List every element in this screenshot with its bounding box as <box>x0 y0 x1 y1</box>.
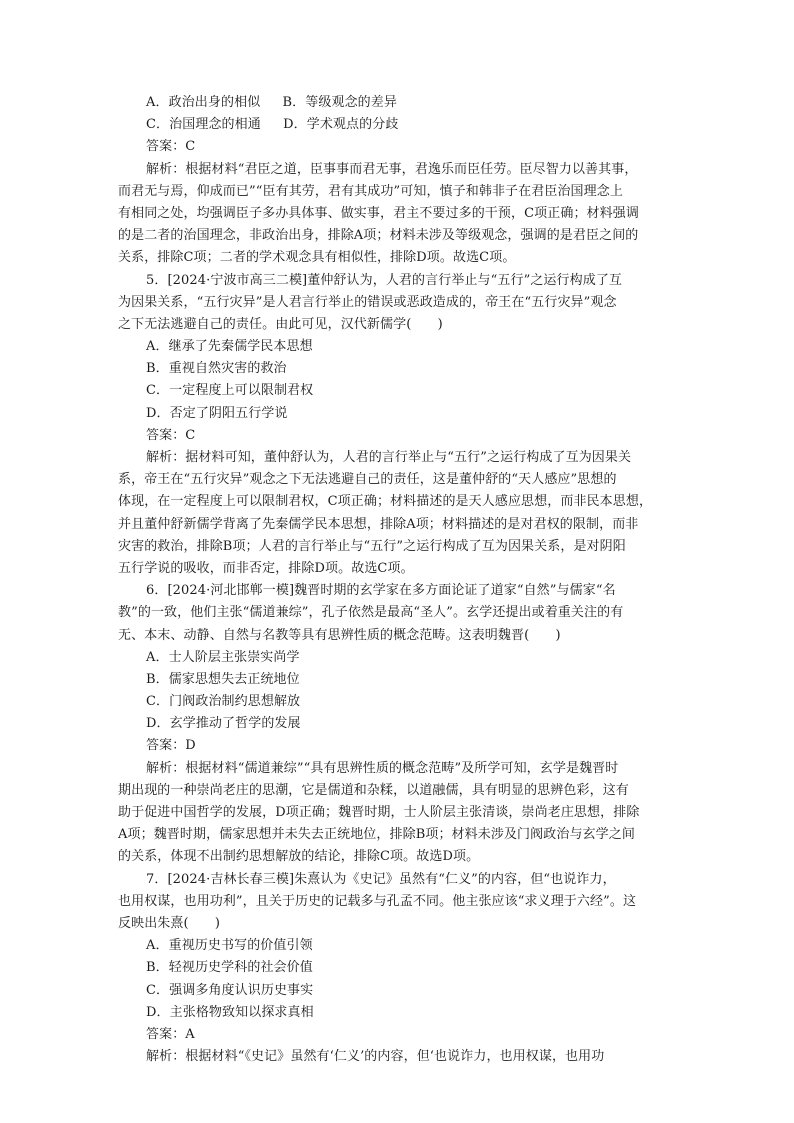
q6-answer: 答案：D <box>146 738 196 754</box>
q4-option-a: A．政治出身的相似 <box>146 95 261 110</box>
q4-options-row-1 <box>118 92 678 114</box>
q5-stem-line: 为因果关系，“五行灾异”是人君言行举止的错误或恶政造成的，帝王在“五行灾异”观念 <box>118 294 617 310</box>
q7-option-c: C．强调多角度认识历史事实 <box>146 982 314 998</box>
q4-option-b: B．等级观念的差异 <box>282 95 397 110</box>
q6-analysis-line: A项；魏晋时期，儒家思想并未失去正统地位，排除B项；材料未涉及门阀政治与玄学之间 <box>118 827 635 843</box>
q5-answer: 答案：C <box>146 427 196 443</box>
q5-analysis-line: 五行学说的吸收，而非否定，排除D项。故选C项。 <box>118 560 414 576</box>
q4-option-d: D．学术观点的分歧 <box>283 117 399 133</box>
q5-option-c: C．一定程度上可以限制君权 <box>146 383 314 399</box>
q4-analysis-line: 的是二者的治国理念，非政治出身，排除A项；材料未涉及等级观念，强调的是君臣之间的 <box>118 228 639 244</box>
q6-analysis-line: 助于促进中国哲学的发展，D项正确；魏晋时期，士人阶层主张清谈，崇尚老庄思想，排除 <box>118 805 640 820</box>
q7-answer: 答案：A <box>146 1026 195 1042</box>
q4-analysis-line: 关系，排除C项；二者的学术观念具有相似性，排除D项。故选C项。 <box>118 250 516 266</box>
q5-analysis-line: 灾害的救治，排除B项；人君的言行举止与“五行”之运行构成了互为因果关系，是对阴阳 <box>118 538 626 554</box>
q4-options-row-2 <box>118 114 678 136</box>
q4-answer: 答案：C <box>146 139 196 155</box>
q4-analysis-line: 而君无与焉，仰成而已”“臣有其劳，君有其成功”可知，慎子和韩非子在君臣治国理念上 <box>118 183 623 199</box>
q6-option-c: C．门阀政治制约思想解放 <box>146 694 301 710</box>
q6-analysis-line: 解析：根据材料“儒道兼综”“具有思辨性质的概念范畴”及所学可知，玄学是魏晋时 <box>146 760 619 776</box>
q7-stem-line: 反映出朱熹( ) <box>118 915 221 931</box>
q6-analysis-line: 期出现的一种崇尚老庄的思潮，它是儒道和杂糅，以道融儒，具有明显的思辨色彩，这有 <box>118 782 629 798</box>
q6-option-d: D．玄学推动了哲学的发展 <box>146 716 301 732</box>
q5-analysis-line: 系，帝王在“五行灾异”观念之下无法逃避自己的责任，这是董仲舒的“天人感应”思想的 <box>118 472 617 488</box>
q5-option-b: B．重视自然灾害的救治 <box>146 361 287 377</box>
q7-stem-line: 7．[2024·吉林长春三模]朱熹认为《史记》虽然有“仁义”的内容，但“也说诈力， <box>146 871 616 887</box>
q4-analysis-line: 解析：根据材料“君臣之道，臣事事而君无事，君逸乐而臣任劳。臣尽智力以善其事， <box>146 161 638 177</box>
q5-stem-line: 5．[2024·宁波市高三二模]董仲舒认为，人君的言行举止与“五行”之运行构成了互 <box>146 272 623 288</box>
q7-option-a: A．重视历史书写的价值引领 <box>146 938 313 954</box>
q6-stem-line: 无、本末、动静、自然与名教等具有思辨性质的概念范畴。这表明魏晋( ) <box>118 627 561 643</box>
page-content <box>118 92 678 1068</box>
q5-analysis-line: 并且董仲舒新儒学背离了先秦儒学民本思想，排除A项；材料描述的是对君权的限制，而非 <box>118 516 639 532</box>
q7-option-d: D．主张格物致知以探求真相 <box>146 1004 314 1020</box>
q6-option-a: A．士人阶层主张崇实尚学 <box>146 649 300 665</box>
q5-option-a: A．继承了先秦儒学民本思想 <box>146 339 313 355</box>
q7-option-b: B．轻视历史学科的社会价值 <box>146 960 313 976</box>
q5-stem-line: 之下无法逃避自己的责任。由此可见，汉代新儒学( ) <box>118 316 443 332</box>
q6-stem-line: 6．[2024·河北邯郸一模]魏晋时期的玄学家在多方面论证了道家“自然”与儒家“名 <box>146 583 616 599</box>
q7-analysis-line: 解析：根据材料“《史记》虽然有‘仁义’的内容，但‘也说诈力，也用权谋，也用功 <box>146 1049 605 1065</box>
q6-option-b: B．儒家思想失去正统地位 <box>146 671 300 687</box>
q4-analysis-line: 有相同之处，均强调臣子多办具体事、做实事，君主不要过多的干预，C项正确；材料强调 <box>118 205 639 221</box>
q6-stem-line: 教”的一致，他们主张“儒道兼综”，孔子依然是最高“圣人”。玄学还提出或着重关注的有 <box>118 605 624 621</box>
q5-analysis-line: 解析：据材料可知，董仲舒认为，人君的言行举止与“五行”之运行构成了互为因果关 <box>146 450 632 465</box>
q5-option-d: D．否定了阴阳五行学说 <box>146 405 288 421</box>
q7-stem-line: 也用权谋，也用功利”，且关于历史的记载多与孔孟不同。他主张应该“求义理于六经”。这 <box>118 893 637 909</box>
q6-analysis-line: 的关系，体现不出制约思想解放的结论，排除C项。故选D项。 <box>118 849 480 865</box>
q5-analysis-line: 体现，在一定程度上可以限制君权，C项正确；材料描述的是天人感应思想，而非民本思想， <box>118 494 653 510</box>
q4-option-c: C．治国理念的相通 <box>146 117 261 133</box>
